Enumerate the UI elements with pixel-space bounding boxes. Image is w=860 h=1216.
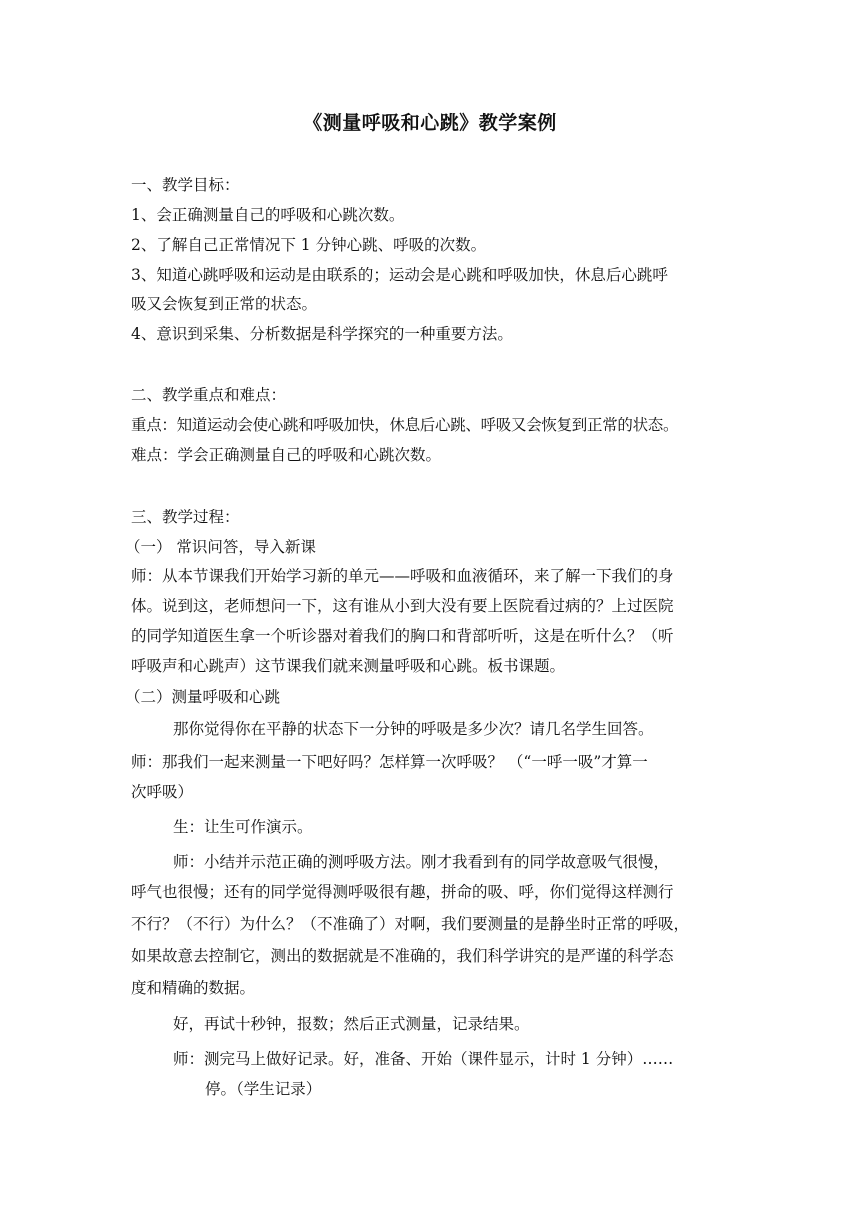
objective-item-continued: 吸又会恢复到正常的状态。 [131,295,318,313]
paragraph-line: 呼气也很慢；还有的同学觉得测呼吸很有趣，拼命的吸、呼，你们觉得这样测行 [131,883,674,901]
difficulty-text: 难点：学会正确测量自己的呼吸和心跳次数。 [131,446,442,464]
subsection-heading: （二）测量呼吸和心跳 [125,688,281,706]
paragraph-line: 体。说到这，老师想问一下，这有谁从小到大没有要上医院看过病的？上过医院 [131,597,674,615]
paragraph-line: 停。（学生记录） [205,1080,322,1098]
subsection-heading: （一） 常识问答，导入新课 [125,538,316,556]
section-heading-objectives: 一、教学目标： [131,176,240,194]
paragraph-line: 的同学知道医生拿一个听诊器对着我们的胸口和背部听听，这是在听什么？（听 [131,627,674,645]
section-heading-process: 三、教学过程： [131,508,240,526]
objective-item: 2、了解自己正常情况下 1 分钟心跳、呼吸的次数。 [131,236,487,254]
paragraph-line: 不行？（不行）为什么？（不准确了）对啊，我们要测量的是静坐时正常的呼吸， [131,915,690,933]
paragraph-line: 好，再试十秒钟，报数；然后正式测量，记录结果。 [173,1015,530,1033]
paragraph-line: 如果故意去控制它，测出的数据就是不准确的，我们科学讲究的是严谨的科学态 [131,947,674,965]
document-title: 《测量呼吸和心跳》教学案例 [303,112,557,134]
paragraph-line: 师：测完马上做好记录。好，准备、开始（课件显示，计时 1 分钟）…… [173,1050,674,1068]
section-heading-key-points: 二、教学重点和难点： [131,386,287,404]
paragraph-line: 师：从本节课我们开始学习新的单元——呼吸和血液循环，来了解一下我们的身 [131,567,674,585]
objective-item: 3、知道心跳呼吸和运动是由联系的；运动会是心跳和呼吸加快，休息后心跳呼 [131,266,668,284]
key-point-text: 重点：知道运动会使心跳和呼吸加快，休息后心跳、呼吸又会恢复到正常的状态。 [131,416,679,434]
objective-item: 1、会正确测量自己的呼吸和心跳次数。 [131,206,405,224]
objective-item: 4、意识到采集、分析数据是科学探究的一种重要方法。 [131,325,513,343]
paragraph-line: 那你觉得你在平静的状态下一分钟的呼吸是多少次？请几名学生回答。 [173,720,654,738]
paragraph-line: 生：让生可作演示。 [173,818,313,836]
paragraph-line: 呼吸声和心跳声）这节课我们就来测量呼吸和心跳。板书课题。 [131,657,566,675]
paragraph-line: 度和精确的数据。 [131,979,256,997]
paragraph-line: 师：小结并示范正确的测呼吸方法。刚才我看到有的同学故意吸气很慢， [173,853,670,871]
paragraph-line: 师：那我们一起来测量一下吧好吗？怎样算一次呼吸？ （“一呼一吸”才算一 [131,753,648,771]
paragraph-line: 次呼吸） [131,783,194,801]
